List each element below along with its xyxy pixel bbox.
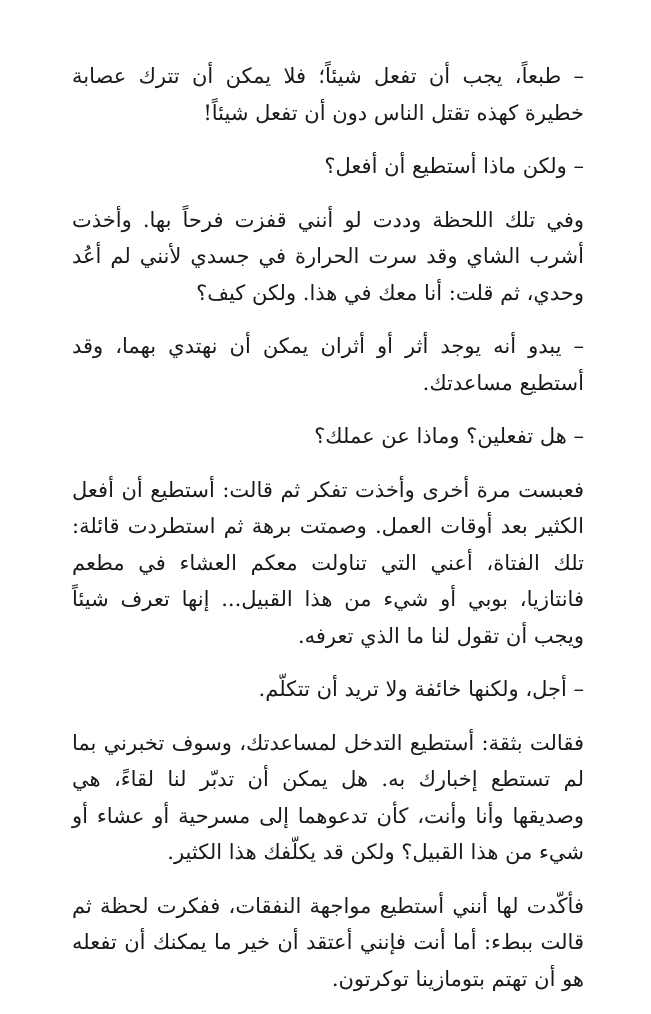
paragraph-2: – ولكن ماذا أستطيع أن أفعل؟ <box>324 154 584 178</box>
paragraph-8: فقالت بثقة: أستطيع التدخل لمساعدتك، وسوف تخبرني بما لم تستطع إخبارك به. هل يمكن أن تدبّر لنا لقاءً، هي وصديقها وأنا وأنت، كأن تدعوهما إلى مسرحية أو عشاء أو شيء من هذا القبيل؟ ولكن قد يكلّفك هذا الكثير. <box>72 730 584 864</box>
paragraph-5: – هل تفعلين؟ وماذا عن عملك؟ <box>314 424 584 448</box>
paragraph-4: – يبدو أنه يوجد أثر أو أثران يمكن أن نهتدي بهما، وقد أستطيع مساعدتك. <box>72 334 584 395</box>
paragraph-9: فأكّدت لها أنني أستطيع مواجهة النفقات، ففكرت لحظة ثم قالت ببطء: أما أنت فإنني أعتقد أن خير ما يمكنك أن تفعله هو أن تهتم بتومازينا توكرتون. <box>72 893 584 991</box>
paragraph-6: فعبست مرة أخرى وأخذت تفكر ثم قالت: أستطيع أن أفعل الكثير بعد أوقات العمل. وصمتت برهة ثم استطردت قائلة: تلك الفتاة، أعني التي تناولت معكم العشاء في مطعم فانتازيا، بوبي أو شيء من هذا القبيل... إنها تعرف شيئاً ويجب أن تقول لنا ما الذي تعرفه. <box>72 477 584 648</box>
paragraph-7: – أجل، ولكنها خائفة ولا تريد أن تتكلّم. <box>258 677 584 701</box>
paragraph-1: – طبعاً، يجب أن تفعل شيئاً؛ فلا يمكن أن تترك عصابة خطيرة كهذه تقتل الناس دون أن تفعل شيئاً! <box>72 64 584 125</box>
book-page <box>72 58 584 1014</box>
paragraph-3: وفي تلك اللحظة وددت لو أنني قفزت فرحاً بها. وأخذت أشرب الشاي وقد سرت الحرارة في جسدي لأنني لم أعُد وحدي، ثم قلت: أنا معك في هذا. ولكن كيف؟ <box>72 207 584 305</box>
